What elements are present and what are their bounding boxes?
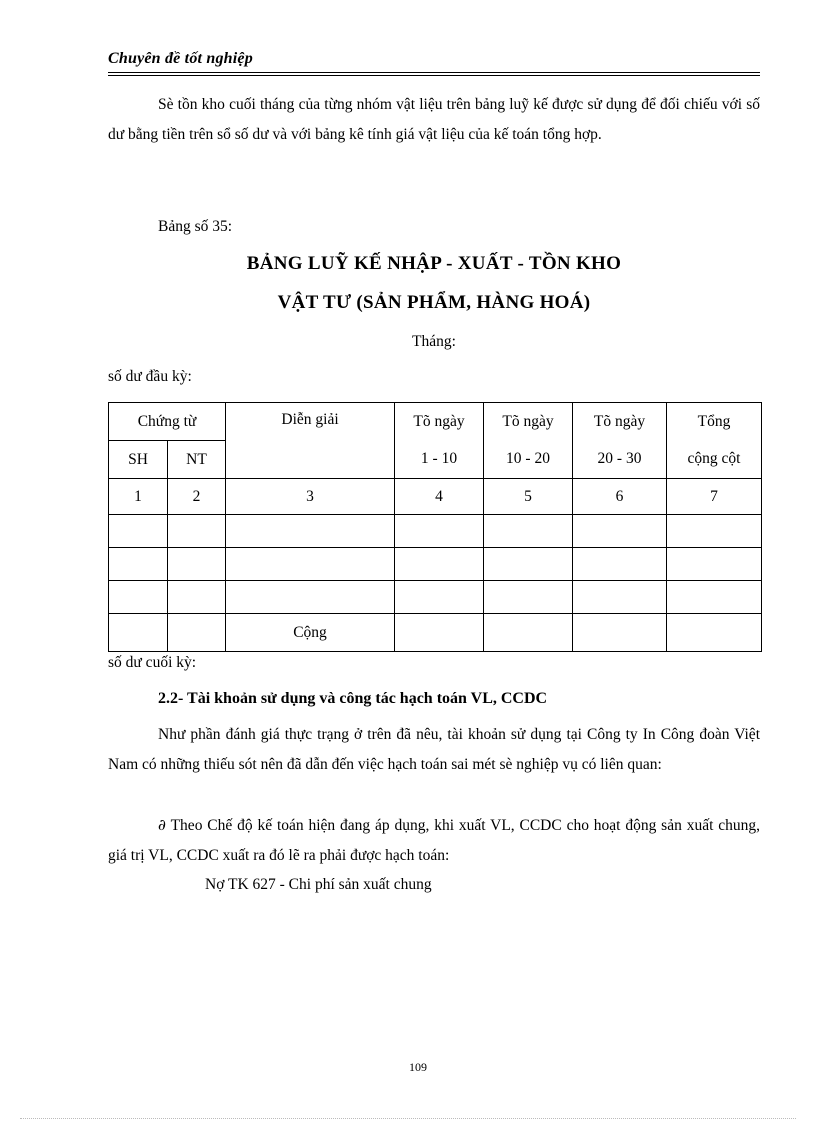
header-dien-giai: Diễn giải — [226, 403, 395, 479]
header-period3-line2: 20 - 30 — [573, 441, 667, 479]
header-chung-tu: Chứng từ — [109, 403, 226, 441]
page-bottom-dotted-line — [20, 1118, 796, 1119]
column-number-row — [109, 479, 762, 515]
paragraph-accounts: Như phần đánh giá thực trạng ở trên đã nêu, tài khoản sử dụng tại Công ty In Công đoàn Việt Nam có những thiếu sót nên đã dẫn đến việc hạch toán sai mét sè nghiệp vụ có liên quan: — [108, 726, 760, 773]
section-heading: 2.2- Tài khoản sử dụng và công tác hạch toán VL, CCDC — [158, 690, 548, 707]
header-period2-line1: Tõ ngày — [484, 403, 573, 441]
header-total-line2: cộng cột — [667, 441, 762, 479]
header-nt: NT — [168, 441, 226, 479]
bullet-symbol: ∂ — [158, 816, 167, 834]
paragraph-regime — [108, 810, 760, 871]
journal-entry-line: Nợ TK 627 - Chi phí sản xuất chung — [205, 876, 432, 893]
paragraph-regime-text: Theo Chế độ kế toán hiện đang áp dụng, khi xuất VL, CCDC cho hoạt động sản xuất chung, giá trị VL, CCDC xuất ra đó lẽ ra phải được hạch toán: — [108, 817, 760, 864]
opening-balance-label: số dư đầu kỳ: — [108, 368, 192, 385]
total-row-label: Cộng — [226, 614, 395, 652]
header-period1-line1: Tõ ngày — [395, 403, 484, 441]
table-subheader-row — [109, 441, 762, 479]
column-number: 6 — [573, 479, 667, 515]
table-title-line1: BẢNG LUỸ KẾ NHẬP - XUẤT - TỒN KHO — [246, 253, 622, 274]
month-label: Tháng: — [412, 333, 456, 350]
header-rule-top — [108, 72, 760, 73]
intro-paragraph: Sè tồn kho cuối tháng của từng nhóm vật liệu trên bảng luỹ kế được sử dụng để đối chiếu với số dư bằng tiền trên sổ số dư và với bảng kê tính giá vật liệu của kế toán tổng hợp. — [108, 96, 760, 143]
table-total-row — [109, 614, 762, 652]
header-total-line1: Tổng — [667, 403, 762, 441]
table-header-row — [109, 403, 762, 441]
page-number: 109 — [409, 1060, 427, 1074]
table-row-empty — [109, 515, 762, 548]
page-header-title: Chuyên đề tốt nghiệp — [108, 50, 253, 67]
header-period1-line2: 1 - 10 — [395, 441, 484, 479]
ledger-table — [108, 402, 762, 652]
column-number: 7 — [667, 479, 762, 515]
header-sh: SH — [109, 441, 168, 479]
table-title-line2: VẬT TƯ (SẢN PHẨM, HÀNG HOÁ) — [277, 292, 591, 313]
header-period3-line1: Tõ ngày — [573, 403, 667, 441]
header-period2-line2: 10 - 20 — [484, 441, 573, 479]
column-number: 1 — [109, 479, 168, 515]
table-row-empty — [109, 581, 762, 614]
column-number: 5 — [484, 479, 573, 515]
table-label: Bảng số 35: — [158, 218, 233, 235]
closing-balance-label: số dư cuối kỳ: — [108, 654, 197, 671]
column-number: 3 — [226, 479, 395, 515]
table-row-empty — [109, 548, 762, 581]
column-number: 4 — [395, 479, 484, 515]
column-number: 2 — [168, 479, 226, 515]
header-rule-bottom — [108, 75, 760, 76]
